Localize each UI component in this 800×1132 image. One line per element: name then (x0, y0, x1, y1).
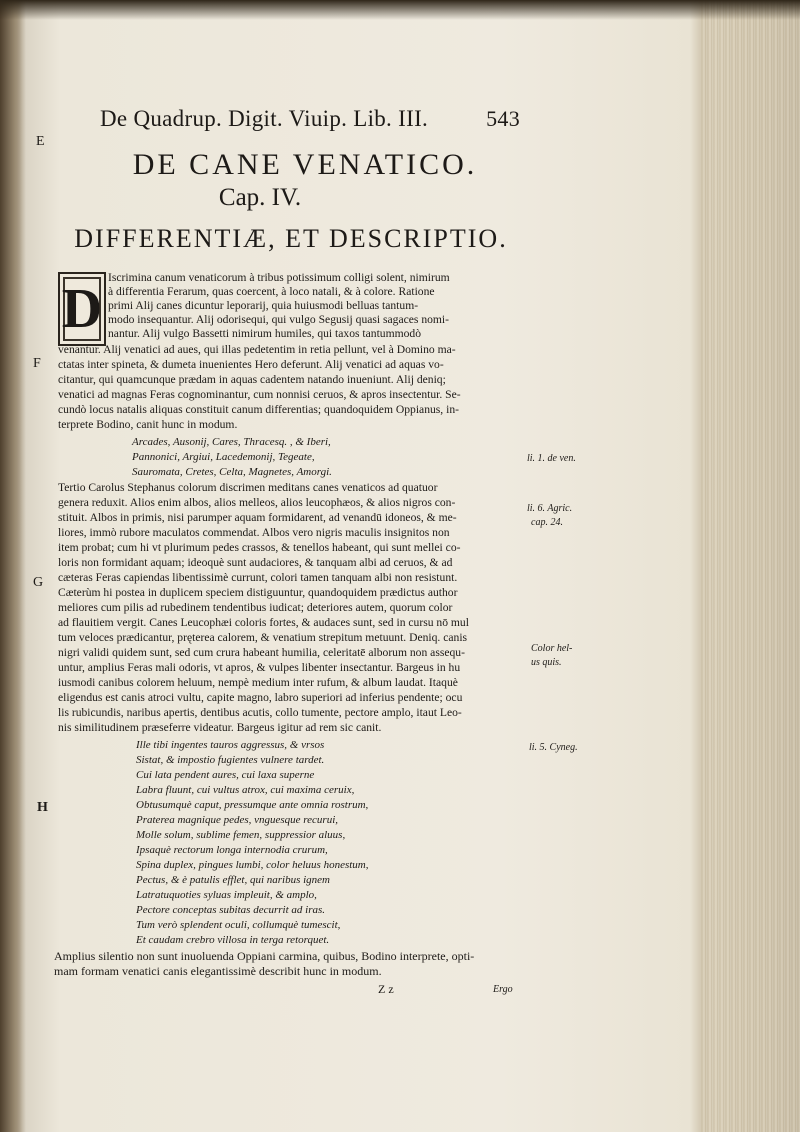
body-line: lis rubicundis, naribus apertis, dentibus acutis, collo tumente, pectore amplo, itaut Leo- (58, 706, 462, 719)
body-line: liores, immò rubore maculatos commendat. Albos vero nigris maculis insignitos non (58, 526, 450, 539)
verse-line: Pectus, & è patulis efflet, qui naribus ignem (136, 874, 331, 886)
body-line: item probat; cum hi vt plurimum pedes crassos, & tenellos habeant, qui sunt mellei co- (58, 541, 461, 554)
verse-line: Sistat, & impostio fugientes vulnere tardet. (136, 754, 325, 766)
body-line: Tertio Carolus Stephanus colorum discrimen meditans canes venaticos ad quatuor (58, 481, 438, 494)
margin-note: us quis. (531, 657, 562, 668)
page-edges (700, 0, 800, 1132)
running-header (100, 106, 520, 142)
body-line: genera reduxit. Alios enim albos, alios melleos, alios leucophæos, & alios nigros con- (58, 496, 456, 509)
section-title: DIFFERENTIÆ, ET DESCRIPTIO. (74, 224, 508, 253)
gutter-shadow (0, 0, 26, 1132)
verse-line: Spina duplex, pingues lumbi, color heluus honestum, (136, 859, 369, 871)
top-shadow (0, 0, 800, 20)
page-number: 543 (486, 106, 520, 131)
signature-mark: Z z (378, 982, 394, 996)
body-line: tum veloces prædicantur, pręterea calorem, & venatium strepitum metuunt. Deniq. canis (58, 631, 468, 644)
body-line: citantur, qui quamcunque prædam in aquas cadentem natando inueniunt. Alij deniq; (58, 373, 446, 386)
body-line: nigri validi quidem sunt, sed cum crura habeant humilia, celeritatē alborum non assequ- (58, 646, 465, 659)
body-line: Iscrimina canum venaticorum à tribus potissimum colligi solent, nimirum (108, 271, 450, 284)
margin-note: li. 6. Agric. (527, 503, 573, 514)
body-line: cæteras Feras capiendas libentissimè currunt, colori tamen tanquam albi non resistunt. (58, 571, 458, 584)
verse-line: Sauromata, Cretes, Celta, Magnetes, Amorgi. (132, 466, 332, 478)
body-line: ctatas inter spineta, & dumeta inuenientes Hero deferunt. Alij venatici ad aquas vo- (58, 358, 444, 371)
decorated-initial: D (58, 272, 106, 346)
verse-line: Pannonici, Argiui, Lacedemonij, Tegeate, (132, 451, 315, 463)
body-line: loris non formidant aquam; ideoquè sunt audaciores, & tanquam albi ad ceruos, & ad (58, 556, 453, 569)
body-line: primi Alij canes dicuntur leporarij, quia huiusmodi belluas tantum- (108, 299, 419, 312)
body-line: terprete Bodino, canit hunc in modum. (58, 418, 238, 431)
verse-line: Arcades, Ausonij, Cares, Thracesq. , & Iberi, (132, 436, 331, 448)
verse-line: Pectore conceptas subitas decurrit ad iras. (136, 904, 326, 916)
body-line: nantur. Alij vulgo Bassetti nimirum humiles, qui taxos tantummodò (108, 327, 422, 340)
verse-line: Ipsaquè rectorum longa internodia crurum, (136, 844, 328, 856)
chapter-title: DE CANE VENATICO. (132, 148, 478, 181)
body-line: cundò locus natalis aliquas constituit canum differentias; quandoquidem Oppianus, in- (58, 403, 459, 416)
body-line: nis similitudinem præseferre videatur. Bargeus igitur ad rem sic canit. (58, 721, 382, 734)
body-line: stituit. Albos in primis, nisi parumper aquam formidarent, ad venandū idoneos, & me- (58, 511, 457, 524)
body-line: venatici ad magnas Feras cognominantur, cum nonnisi ceruos, & apros insectentur. Se- (58, 388, 461, 401)
body-line: iusmodi canibus colorem heluum, nempè medium inter rufum, & album laudat. Itaquè (58, 676, 458, 689)
body-line: eligendus est canis atroci vultu, capite magno, labro superiori ad inferius pendente; ocu (58, 691, 463, 704)
margin-note: cap. 24. (531, 517, 563, 528)
verse-line: Labra fluunt, cui vultus atrox, cui maxima ceruix, (136, 784, 355, 796)
body-line: mam formam venatici canis elegantissimè describit hunc in modum. (54, 964, 382, 978)
body-line: venantur. Alij venatici ad aues, qui illas pedetentim in retia pellunt, vel à Domino ma- (58, 343, 456, 356)
verse-line: Cui lata pendent aures, cui laxa superne (136, 769, 315, 781)
body-line: à differentia Ferarum, quas coercent, à loco natali, & à colore. Ratione (108, 285, 435, 298)
edge-mark-e: E (36, 134, 45, 149)
verse-line: Tum verò splendent oculi, collumquè tumescit, (136, 919, 341, 931)
margin-note: Color hel- (531, 643, 573, 654)
margin-note: li. 1. de ven. (527, 453, 576, 464)
margin-note: li. 5. Cyneg. (529, 742, 578, 753)
chapter-number: Cap. IV. (218, 184, 302, 211)
catchword: Ergo (493, 984, 513, 995)
edge-mark-h: H (37, 800, 48, 815)
verse-line: Praterea magnique pedes, vnguesque recurui, (136, 814, 339, 826)
verse-line: Molle solum, sublime femen, suppressior aluus, (136, 829, 346, 841)
verse-line: Latratuquoties syluas impleuit, & amplo, (136, 889, 317, 901)
body-line: Cæterùm hi postea in duplicem speciem distiguuntur, quandoquidem prædictus author (58, 586, 458, 599)
running-head: De Quadrup. Digit. Viuip. Lib. III. (100, 106, 429, 131)
body-line: untur, amplius Feras mali odoris, vt apros, & vulpes libenter insectantur. Bargeus in hu (58, 661, 461, 674)
edge-mark-f: F (33, 356, 41, 371)
body-line: modo insequantur. Alij odorisequi, qui vulgo Segusij quasi sagaces nomi- (108, 313, 450, 326)
verse-line: Et caudam crebro villosa in terga retorquet. (136, 934, 330, 946)
body-line: meliores cum pilis ad rubedinem tendentibus iudicat; deteriores autem, quorum color (58, 601, 453, 614)
body-line: ad flauitiem vergit. Canes Leucophæi coloris fortes, & audaces sunt, sed in cursu nō mul (58, 616, 469, 629)
verse-line: Obtusumquè caput, pressumque ante omnia rostrum, (136, 799, 369, 811)
verse-line: Ille tibi ingentes tauros aggressus, & vrsos (136, 739, 325, 751)
body-line: Amplius silentio non sunt inuoluenda Oppiani carmina, quibus, Bodino interprete, opti- (54, 949, 475, 963)
edge-mark-g: G (33, 575, 44, 590)
